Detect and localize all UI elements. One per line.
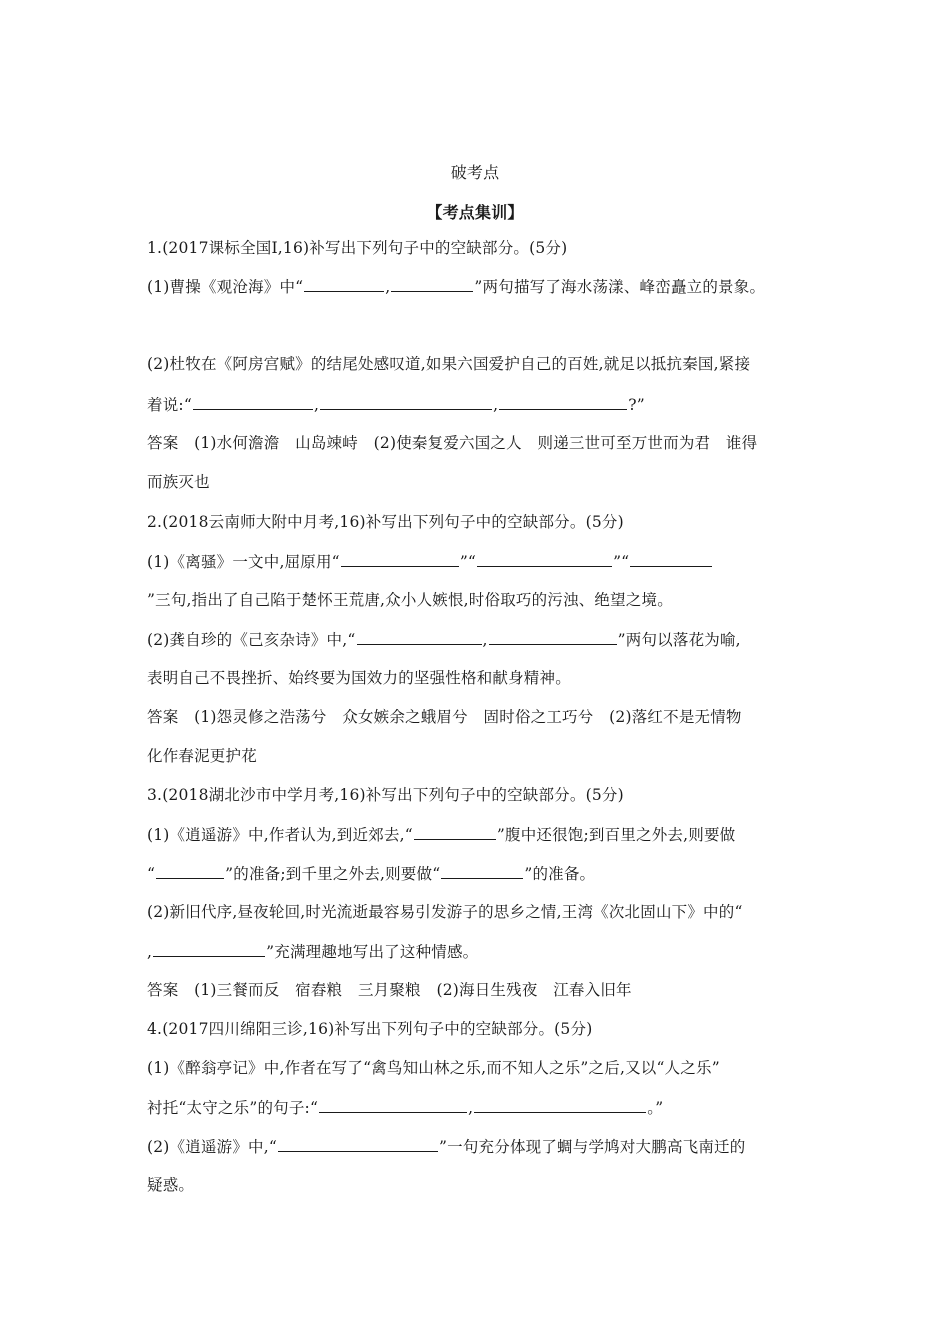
text: ”两句以落花为喻, [617, 631, 741, 649]
text: 着说:“ [147, 396, 192, 414]
question-2-stem: 2.(2018云南师大附中月考,16)补写出下列句子中的空缺部分。(5分) [147, 513, 624, 531]
text: ?” [628, 396, 645, 414]
text: “ [147, 865, 156, 883]
answer-blank [441, 863, 523, 879]
question-1-part-1 [147, 276, 765, 297]
answer-blank [304, 276, 384, 292]
question-3-part-1-cont [147, 863, 595, 884]
answer-blank [414, 824, 496, 840]
answer-blank [474, 1097, 646, 1113]
text: , [385, 278, 391, 296]
answer-blank [153, 941, 265, 957]
question-2-part-2 [147, 629, 741, 650]
text: , [482, 631, 488, 649]
question-1-answer-cont: 而族灭也 [147, 473, 210, 491]
question-2-part-1-cont: ”三句,指出了自己陷于楚怀王荒唐,众小人嫉恨,时俗取巧的污浊、绝望之境。 [147, 591, 673, 609]
answer-blank [489, 629, 617, 645]
text: (1)《离骚》一文中,屈原用“ [147, 553, 340, 571]
text: (2)《逍遥游》中,“ [147, 1138, 278, 1156]
question-3-part-1 [147, 824, 735, 845]
answer-blank [278, 1136, 438, 1152]
text: , [147, 943, 153, 961]
answer-blank [320, 394, 492, 410]
text: ”充满理趣地写出了这种情感。 [266, 943, 479, 961]
question-3-part-2-cont [147, 941, 478, 962]
question-4-part-2 [147, 1136, 745, 1157]
section-heading: 【考点集训】 [426, 203, 524, 222]
answer-blank [477, 551, 612, 567]
text: (1)曹操《观沧海》中“ [147, 278, 304, 296]
text: , [493, 396, 499, 414]
question-1-answer: 答案 (1)水何澹澹 山岛竦峙 (2)使秦复爱六国之人 则递三世可至万世而为君 谁得 [147, 434, 758, 452]
text: ”“ [613, 553, 630, 571]
answer-blank [341, 551, 459, 567]
question-3-answer: 答案 (1)三餐而反 宿舂粮 三月聚粮 (2)海日生残夜 江春入旧年 [147, 981, 632, 999]
text: 。” [647, 1099, 664, 1117]
question-4-part-1-cont [147, 1097, 663, 1118]
text: ”一句充分体现了蜩与学鸠对大鹏高飞南迁的 [439, 1138, 746, 1156]
question-4-part-1: (1)《醉翁亭记》中,作者在写了“禽鸟知山林之乐,而不知人之乐”之后,又以“人之乐” [147, 1059, 720, 1077]
text: (2)龚自珍的《己亥杂诗》中,“ [147, 631, 356, 649]
question-3-stem: 3.(2018湖北沙市中学月考,16)补写出下列句子中的空缺部分。(5分) [147, 786, 624, 804]
answer-blank [156, 863, 224, 879]
question-1-part-2-cont [147, 394, 645, 415]
question-2-part-1 [147, 551, 713, 572]
text: (1)《逍遥游》中,作者认为,到近郊去,“ [147, 826, 413, 844]
text: ”两句描写了海水荡漾、峰峦矗立的景象。 [474, 278, 766, 296]
question-1-stem: 1.(2017课标全国Ⅰ,16)补写出下列句子中的空缺部分。(5分) [147, 239, 568, 257]
text: , [468, 1099, 474, 1117]
text: 衬托“太守之乐”的句子:“ [147, 1099, 319, 1117]
answer-blank [319, 1097, 467, 1113]
text: ”的准备;到千里之外去,则要做“ [225, 865, 441, 883]
page-title: 破考点 [450, 163, 500, 182]
text: ”腹中还很饱;到百里之外去,则要做 [496, 826, 736, 844]
question-1-part-2: (2)杜牧在《阿房宫赋》的结尾处感叹道,如果六国爱护自己的百姓,就足以抵抗秦国,紧接 [147, 355, 751, 373]
answer-blank [499, 394, 627, 410]
question-2-answer: 答案 (1)怨灵修之浩荡兮 众女嫉余之蛾眉兮 固时俗之工巧兮 (2)落红不是无情物 [147, 708, 742, 726]
text: ”的准备。 [524, 865, 596, 883]
text: ”“ [459, 553, 477, 571]
answer-blank [193, 394, 313, 410]
question-4-part-2-cont: 疑惑。 [147, 1176, 195, 1194]
text: , [313, 396, 320, 414]
question-3-part-2: (2)新旧代序,昼夜轮回,时光流逝最容易引发游子的思乡之情,王湾《次北固山下》中的“ [147, 903, 743, 921]
answer-blank [357, 629, 482, 645]
answer-blank [391, 276, 473, 292]
question-2-answer-cont: 化作春泥更护花 [147, 747, 257, 765]
answer-blank [630, 551, 712, 567]
question-2-part-2-cont: 表明自己不畏挫折、始终要为国效力的坚强性格和献身精神。 [147, 669, 571, 687]
question-4-stem: 4.(2017四川绵阳三诊,16)补写出下列句子中的空缺部分。(5分) [147, 1020, 593, 1038]
